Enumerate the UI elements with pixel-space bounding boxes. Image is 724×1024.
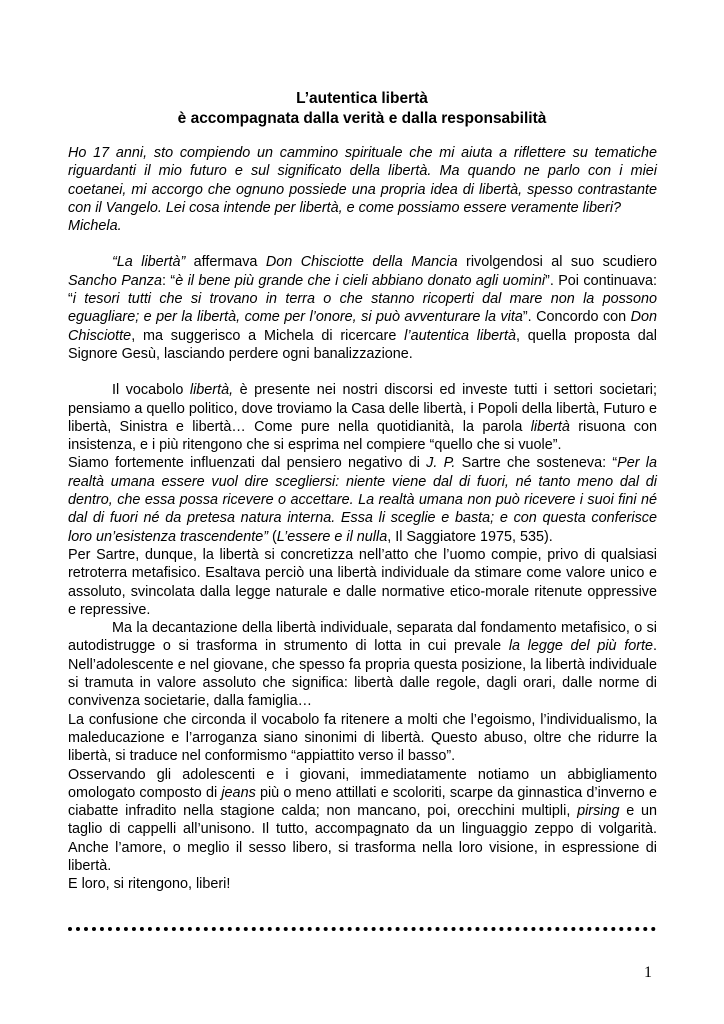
paragraph-conclusione: E loro, si ritengono, liberi! (68, 876, 231, 893)
paragraph-vocabolo-liberta: Il vocabolo libertà, è presente nei nostri discorsi ed investe tutti i settori societari; pensiamo a quello politico, dove troviamo la Casa delle libertà, i Popoli della libertà, Futuro e libertà, Sinistra e libertà… Come pure nella quotidianità, la parola libertà risuona con insistenza, e i più ritengono che si esprima nel compiere “quello che si vuole”. (68, 382, 657, 454)
paragraph-confusione: La confusione che circonda il vocabolo fa ritenere a molti che l’egoismo, l’individualismo, la maleducazione e l’arroganza siano sinonimi di libertà. Questo abuso, oltre che ridurre la libertà, si traduce nel conformismo “appiattito verso il basso”. (68, 711, 657, 765)
title-line-2: è accompagnata dalla verità e dalla responsabilità (177, 110, 547, 127)
paragraph-adolescenti: Osservando gli adolescenti e i giovani, immediatamente notiamo un abbigliamento omologato composto di jeans più o meno attillati e scoloriti, scarpe da ginnastica d’inverno e ciabatte infradito nella stagione calda; non mancano, poi, orecchini multipli, pirsing e un taglio di cappelli all’unisono. Il tutto, accompagnato da un linguaggio zeppo di volgarità. Anche l’amore, o meglio il sesso libero, si trasforma nella loro visione, in espressione di libertà. (68, 766, 657, 874)
paragraph-sartre-quote: Siamo fortemente influenzati dal pensiero negativo di J. P. Sartre che sosteneva: “Per la realtà umana essere vuol dire scegliersi: niente viene dal di fuori, né tanto meno dal di dentro, che essa possa ricevere o accettare. La realtà umana non può ricevere i suoi fini né dal di fuori né da pretesa natura interna. Essa li sceglie e basta; e con questa conferisce loro un’esistenza trascendente” (L’essere e il nulla, Il Saggiatore 1975, 535). (68, 455, 658, 545)
dotted-divider (68, 927, 656, 931)
paragraph-sartre-liberta: Per Sartre, dunque, la libertà si concretizza nell’atto che l’uomo compie, privo di qualsiasi retroterra metafisico. Esaltava perciò una libertà individuale da stimare come valore unico e assoluto, svincolata dalla legge naturale e dalle normative etico-morale ritenute oppressive e repressive. (68, 546, 657, 618)
letter-text: Ho 17 anni, sto compiendo un cammino spirituale che mi aiuta a riflettere su tematiche riguardanti il mio futuro e sul significato della libertà. Ma quando ne parlo con i miei coetanei, mi accorgo che ognuno possiede una propria idea di libertà, spesso contrastante con il Vangelo. Lei cosa intende per libertà, e come possiamo essere veramente liberi? (68, 145, 657, 216)
article-body (68, 144, 657, 894)
letter-signature: Michela. (68, 218, 122, 235)
title-line-1: L’autentica libertà (296, 90, 428, 107)
page-number: 1 (644, 964, 652, 981)
reader-letter (68, 144, 657, 235)
paragraph-don-chisciotte: “La libertà” affermava Don Chisciotte della Mancia rivolgendosi al suo scudiero Sancho Panza: “è il bene più grande che i cieli abbiano donato agli uomini”. Poi continuava: “i tesori tutti che si trovano in terra o che stanno ricoperti dal mare non la possono eguagliare; e per la libertà, come per l’onore, si può avventurare la vita”. Concordo con Don Chisciotte, ma suggerisco a Michela di ricercare l’autentica libertà, quella proposta dal Signore Gesù, lasciando perdere ogni banalizzazione. (68, 254, 658, 362)
paragraph-decantazione: Ma la decantazione della libertà individuale, separata dal fondamento metafisico, o si autodistrugge o si trasforma in strumento di lotta in cui prevale la legge del più forte. Nell’adolescente e nel giovane, che spesso fa propria questa posizione, la libertà individuale si tramuta in valore assoluto che significa: libertà dalle regole, dagli orari, dalle norme di convivenza societarie, dalla famiglia… (68, 620, 657, 710)
